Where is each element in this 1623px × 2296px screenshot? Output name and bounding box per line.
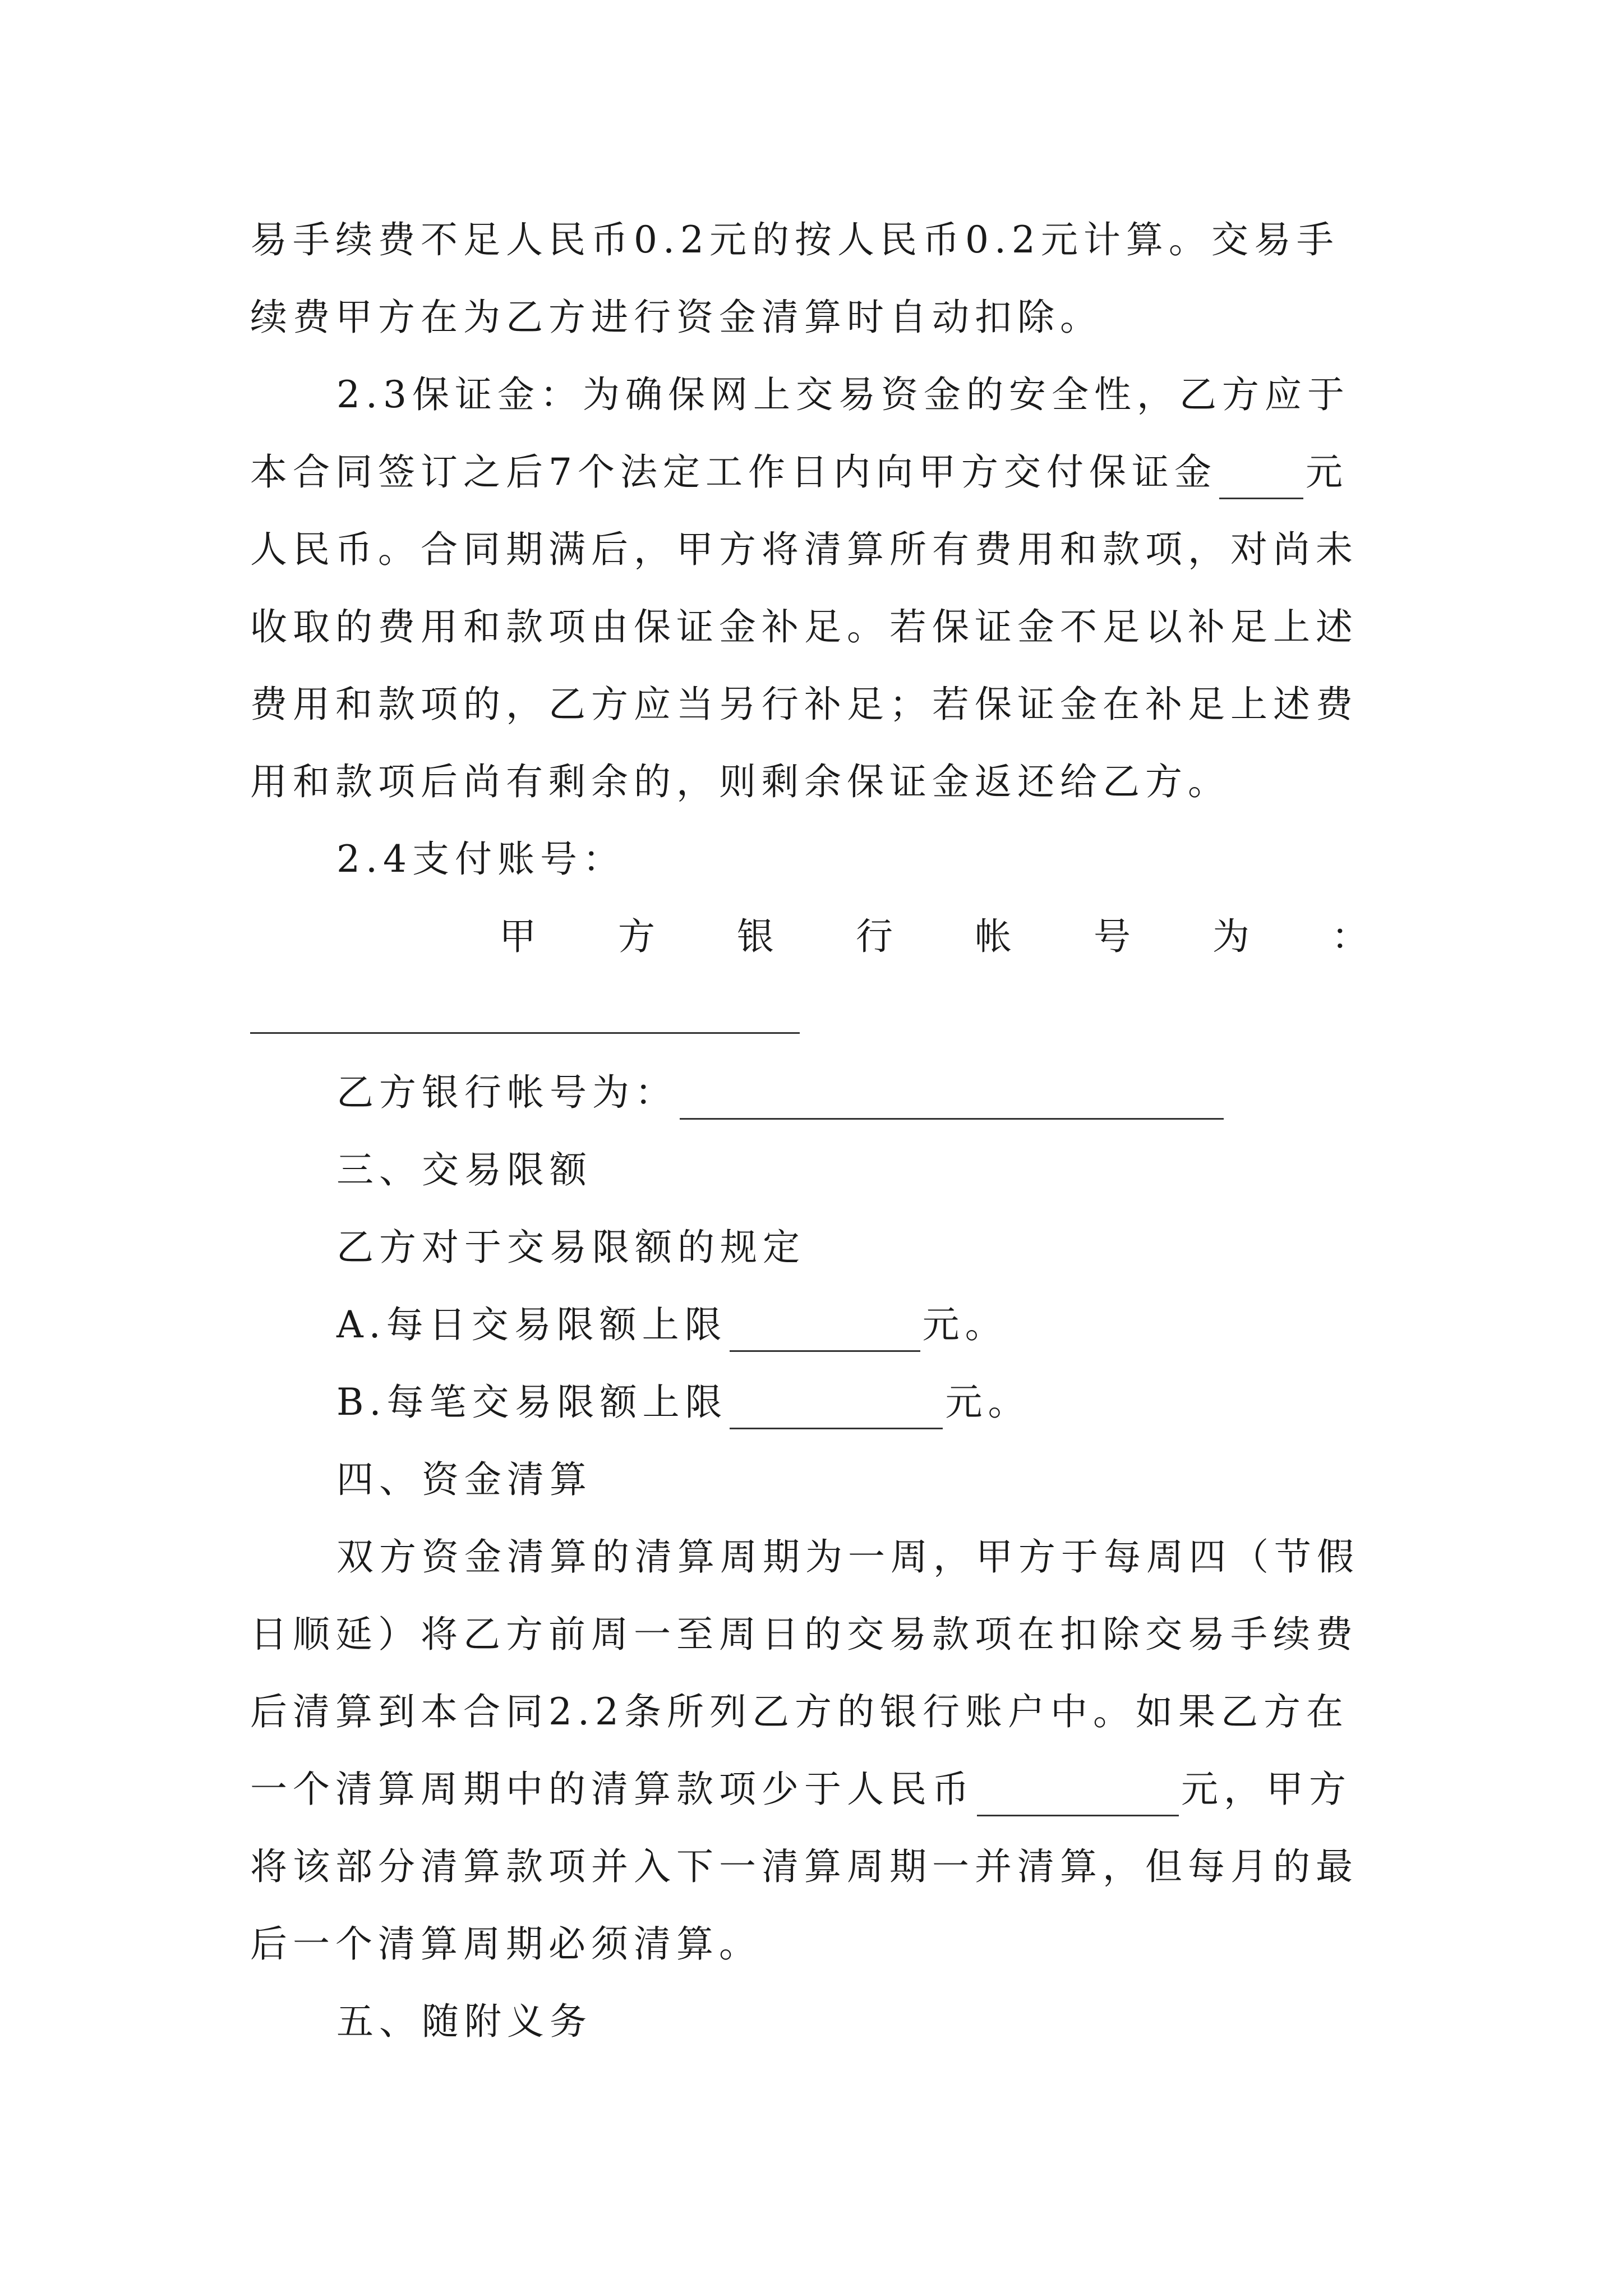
daily-limit-line xyxy=(336,1298,1383,1352)
spaced-char: ： xyxy=(1331,915,1368,958)
section-4-heading: 四、资金清算 xyxy=(336,1458,592,1501)
paragraph-line: 将该部分清算款项并入下一清算周期一并清算，但每月的最 xyxy=(250,1845,1358,1888)
spaced-char: 银 xyxy=(737,915,774,958)
settlement-threshold-tail: 元，甲方 xyxy=(1181,1768,1352,1811)
paragraph-line: 续费甲方在为乙方进行资金清算时自动扣除。 xyxy=(250,296,1103,339)
paragraph-line: 后清算到本合同2.2条所列乙方的银行账户中。如果乙方在 xyxy=(250,1690,1349,1733)
spaced-char: 行 xyxy=(856,915,893,958)
party-a-account-line xyxy=(499,910,1368,964)
section-5-heading: 五、随附义务 xyxy=(336,2000,592,2043)
per-transaction-limit-unit: 元。 xyxy=(945,1381,1031,1424)
paragraph-line: 双方资金清算的清算周期为一周，甲方于每周四（节假 xyxy=(336,1535,1359,1579)
deposit-unit: 元 xyxy=(1306,450,1348,494)
paragraph-line: 易手续费不足人民币0.2元的按人民币0.2元计算。交易手 xyxy=(250,218,1339,261)
daily-limit-unit: 元。 xyxy=(922,1303,1008,1346)
paragraph-line xyxy=(250,445,1383,499)
spaced-char: 甲 xyxy=(499,915,536,958)
clause-2-4-heading: 2.4支付账号： xyxy=(336,838,625,881)
section-3-heading: 三、交易限额 xyxy=(336,1148,592,1191)
deposit-amount-blank xyxy=(1219,464,1303,499)
settlement-threshold-text: 一个清算周期中的清算款项少于人民币 xyxy=(250,1768,975,1811)
daily-limit-label: A.每日交易限额上限 xyxy=(336,1303,727,1346)
paragraph-line: 费用和款项的，乙方应当另行补足；若保证金在补足上述费 xyxy=(250,683,1358,726)
deposit-text: 本合同签订之后7个法定工作日内向甲方交付保证金 xyxy=(250,450,1217,494)
spaced-char: 方 xyxy=(618,915,655,958)
party-b-account-line xyxy=(336,1066,1383,1120)
spaced-char: 为 xyxy=(1212,915,1249,958)
paragraph-line: 后一个清算周期必须清算。 xyxy=(250,1922,762,1966)
paragraph-line: 用和款项后尚有剩余的，则剩余保证金返还给乙方。 xyxy=(250,760,1230,803)
paragraph-line: 乙方对于交易限额的规定 xyxy=(336,1226,805,1269)
paragraph-line: 收取的费用和款项由保证金补足。若保证金不足以补足上述 xyxy=(250,605,1358,648)
party-a-account-blank xyxy=(250,1032,800,1034)
per-transaction-limit-label: B.每笔交易限额上限 xyxy=(336,1381,728,1424)
party-b-account-label: 乙方银行帐号为： xyxy=(336,1071,677,1114)
spaced-char: 号 xyxy=(1094,915,1131,958)
party-b-account-blank xyxy=(680,1084,1224,1120)
clause-2-3-heading-line: 2.3保证金：为确保网上交易资金的安全性，乙方应于 xyxy=(336,373,1350,416)
per-transaction-limit-line xyxy=(336,1375,1383,1429)
per-transaction-limit-blank xyxy=(730,1394,943,1429)
paragraph-line: 人民币。合同期满后，甲方将清算所有费用和款项，对尚未 xyxy=(250,528,1358,571)
settlement-threshold-line xyxy=(250,1763,1383,1816)
paragraph-line: 日顺延）将乙方前周一至周日的交易款项在扣除交易手续费 xyxy=(250,1613,1358,1656)
daily-limit-blank xyxy=(730,1317,920,1352)
spaced-char: 帐 xyxy=(975,915,1012,958)
settlement-threshold-blank xyxy=(977,1781,1179,1816)
